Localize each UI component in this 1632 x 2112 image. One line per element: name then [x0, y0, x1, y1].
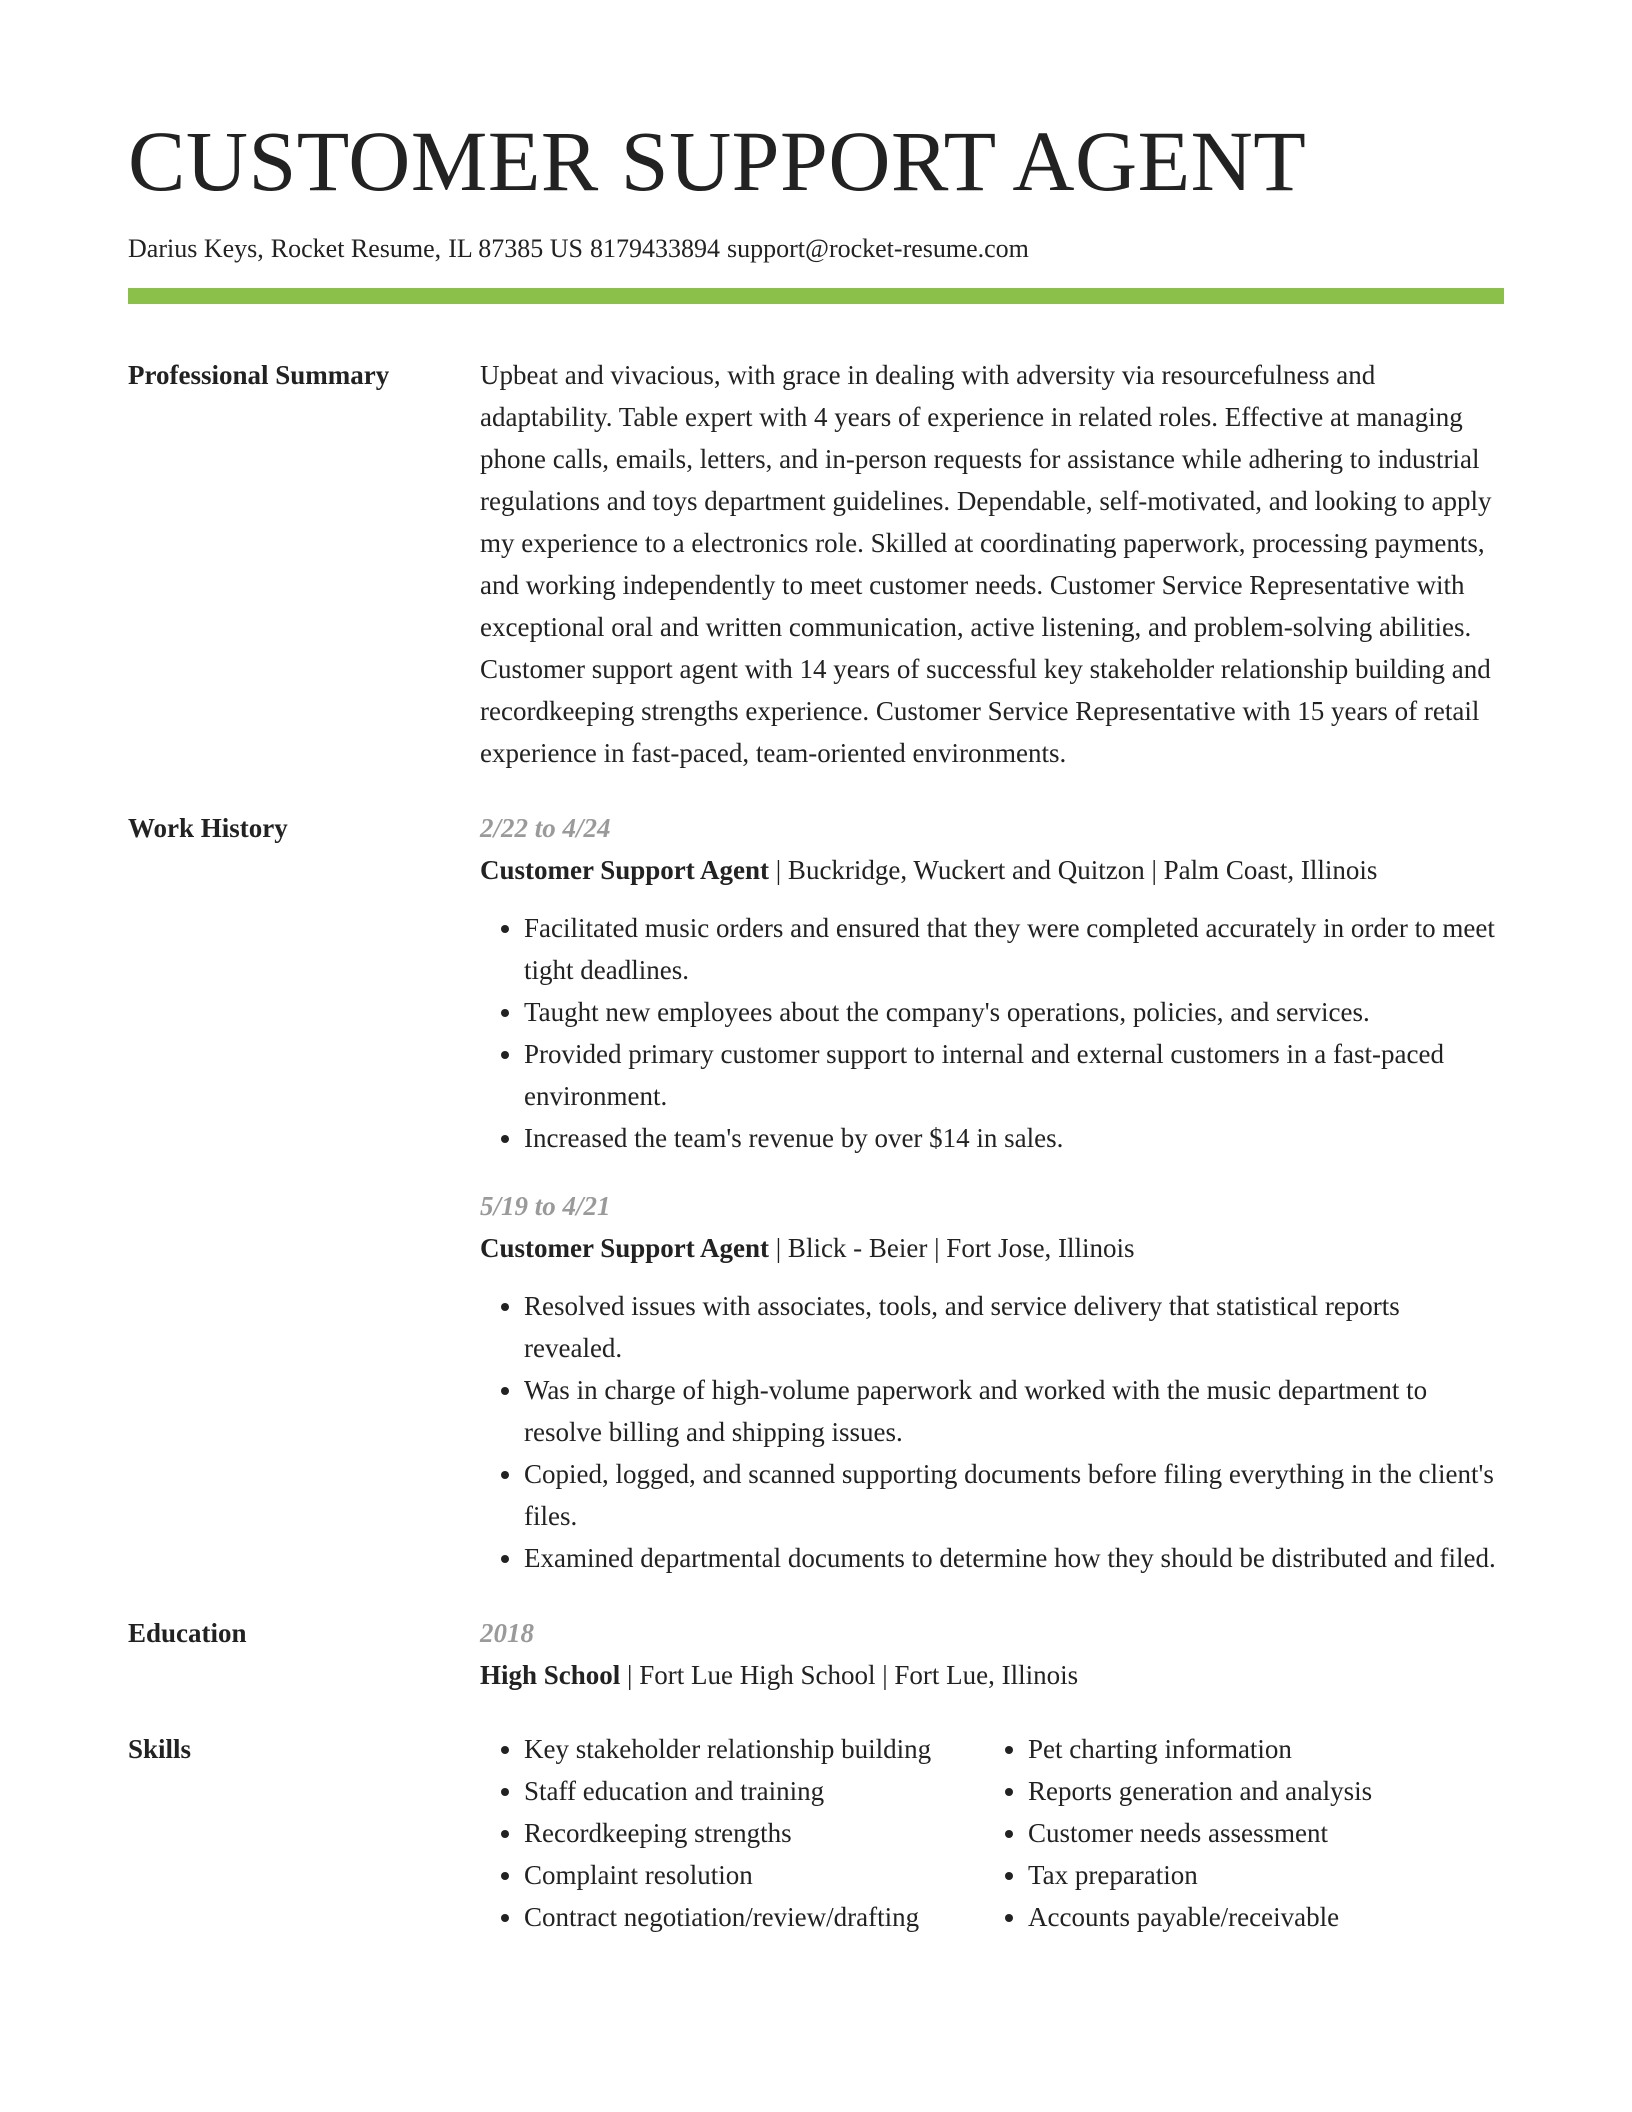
skill-item: • Tax preparation	[1028, 1854, 1372, 1896]
section-education	[128, 1612, 1504, 1696]
contact-name: Darius Keys,	[128, 234, 264, 263]
contact-email: support@rocket-resume.com	[727, 234, 1029, 263]
section-label-work: Work History	[128, 813, 288, 844]
job-date: 2/22 to 4/24	[480, 813, 611, 844]
skills-column-1	[480, 1728, 984, 1938]
job-entry	[480, 1185, 1504, 1579]
summary-text: Upbeat and vivacious, with grace in dealing with adversity via resourcefulness and adaptability. Table expert with 4 years of experience in related roles. Effective at managing phone calls, emails, letters, and in-person requests for assistance while adhering to industrial regulations and toys department guidelines. Dependable, self-motivated, and looking to apply my experience to a electronics role. Skilled at coordinating paperwork, processing payments, and working independently to meet customer needs. Customer Service Representative with exceptional oral and written communication, active listening, and problem-solving abilities. Customer support agent with 14 years of successful key stakeholder relationship building and recordkeeping strengths experience. Customer Service Representative with 15 years of retail experience in fast-paced, team-oriented environments.	[480, 360, 1492, 769]
work-entries	[480, 807, 1504, 1579]
section-skills	[128, 1728, 1504, 1938]
education-line	[480, 1654, 1504, 1696]
skills-column-2	[984, 1728, 1372, 1938]
skill-item: • Reports generation and analysis	[1028, 1770, 1372, 1812]
job-bullet: • Examined departmental documents to determine how they should be distributed and filed.	[524, 1537, 1504, 1579]
job-title-line	[480, 1227, 1504, 1269]
job-bullets	[480, 907, 1504, 1159]
job-details: | Blick - Beier | Fort Jose, Illinois	[769, 1233, 1135, 1264]
job-details: | Buckridge, Wuckert and Quitzon | Palm Coast, Illinois	[769, 855, 1378, 886]
job-bullets	[480, 1285, 1504, 1579]
contact-phone: 8179433894	[590, 234, 720, 263]
skill-item: • Pet charting information	[1028, 1728, 1372, 1770]
job-bullet: • Facilitated music orders and ensured that they were completed accurately in order to meet tight deadlines.	[524, 907, 1504, 991]
section-label-summary: Professional Summary	[128, 360, 390, 391]
job-entry	[480, 807, 1504, 1159]
contact-company: Rocket Resume,	[270, 234, 442, 263]
skill-item: • Contract negotiation/review/drafting	[524, 1896, 984, 1938]
skill-item: • Recordkeeping strengths	[524, 1812, 984, 1854]
section-work-history	[128, 807, 1504, 1579]
skill-item: • Customer needs assessment	[1028, 1812, 1372, 1854]
skills-columns	[480, 1728, 1504, 1938]
job-bullet: • Provided primary customer support to internal and external customers in a fast-paced environment.	[524, 1033, 1504, 1117]
job-bullet: • Taught new employees about the company's operations, policies, and services.	[524, 991, 1504, 1033]
education-details: | Fort Lue High School | Fort Lue, Illinois	[620, 1660, 1079, 1691]
job-bullet: • Was in charge of high-volume paperwork and worked with the music department to resolve billing and shipping issues.	[524, 1369, 1504, 1453]
job-role: Customer Support Agent	[480, 1233, 770, 1264]
education-degree: High School	[480, 1660, 621, 1691]
section-label-education: Education	[128, 1618, 247, 1649]
section-label-skills: Skills	[128, 1734, 192, 1765]
skill-item: • Complaint resolution	[524, 1854, 984, 1896]
skill-item: • Key stakeholder relationship building	[524, 1728, 984, 1770]
skill-item: • Staff education and training	[524, 1770, 984, 1812]
accent-divider	[128, 288, 1504, 304]
job-bullet: • Increased the team's revenue by over $14 in sales.	[524, 1117, 1504, 1159]
education-entry	[480, 1612, 1504, 1696]
education-date: 2018	[480, 1618, 534, 1649]
skill-item: • Accounts payable/receivable	[1028, 1896, 1372, 1938]
resume-page	[128, 113, 1504, 1938]
resume-title: CUSTOMER SUPPORT AGENT	[128, 113, 1307, 209]
section-professional-summary	[128, 354, 1504, 774]
contact-location: IL 87385 US	[448, 234, 583, 263]
job-date: 5/19 to 4/21	[480, 1191, 611, 1222]
job-title-line	[480, 849, 1504, 891]
contact-line	[128, 233, 1504, 264]
job-bullet: • Resolved issues with associates, tools, and service delivery that statistical reports revealed.	[524, 1285, 1504, 1369]
job-role: Customer Support Agent	[480, 855, 770, 886]
job-bullet: • Copied, logged, and scanned supporting documents before filing everything in the client's files.	[524, 1453, 1504, 1537]
